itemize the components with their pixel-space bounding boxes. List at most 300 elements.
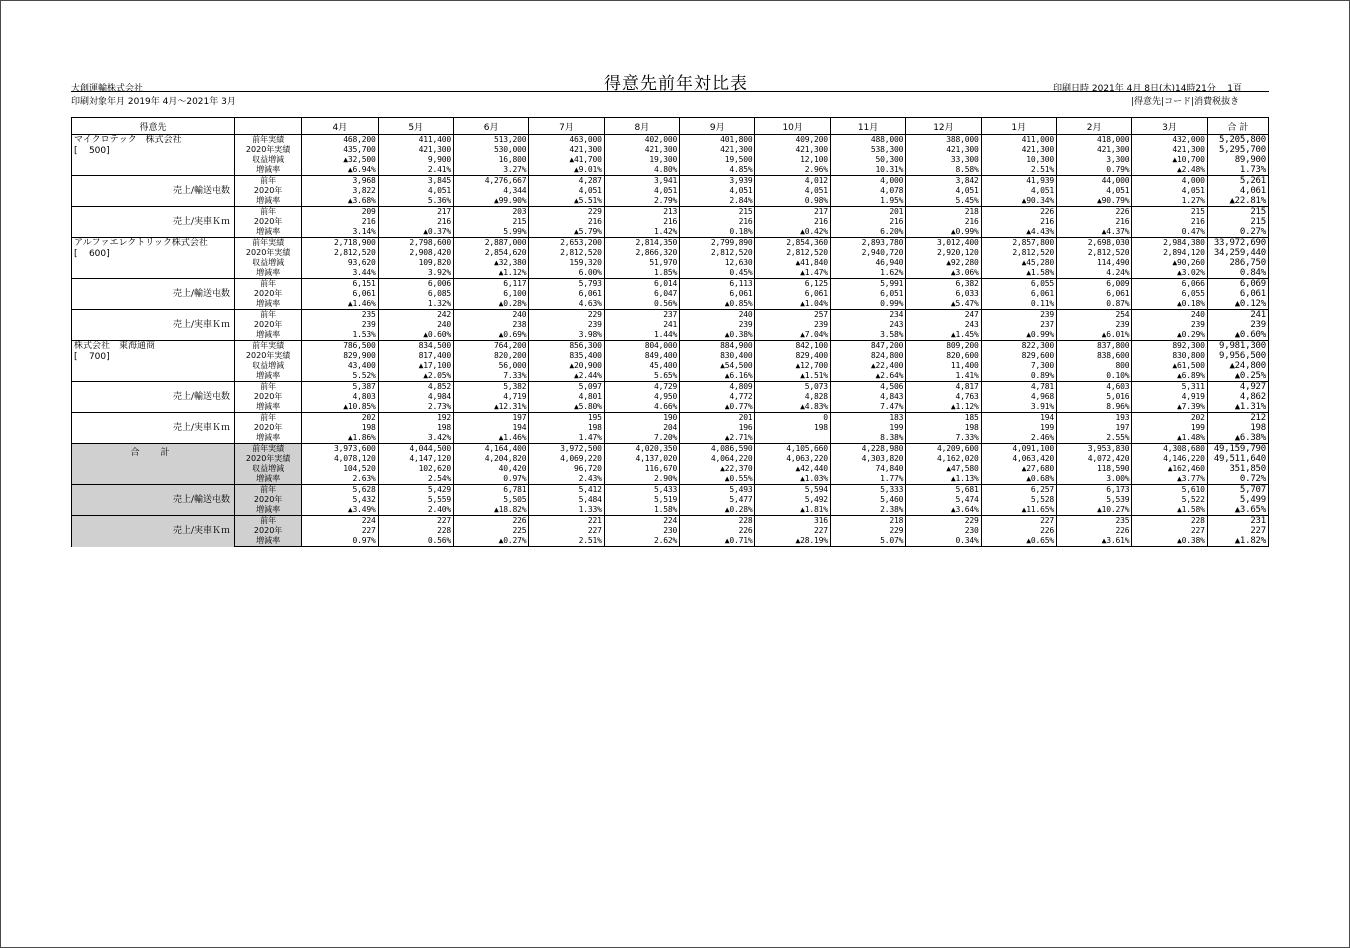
table-row: [72, 382, 1269, 393]
table-row: [72, 423, 1269, 433]
table-row: [72, 248, 1269, 258]
value-cell: ▲92,280: [906, 258, 981, 268]
value-cell: ▲90.79%: [1056, 196, 1131, 207]
value-cell: 830,800: [1132, 351, 1207, 361]
value-cell: 241: [604, 320, 679, 330]
value-cell: 5.65%: [604, 371, 679, 382]
value-cell: 227: [981, 516, 1056, 527]
row-label: 2020年: [234, 392, 301, 402]
value-cell: 3.91%: [981, 402, 1056, 413]
value-cell: 4,801: [529, 392, 604, 402]
value-cell: 6,066: [1132, 279, 1207, 290]
value-cell: 5,528: [981, 495, 1056, 505]
total-cell: 4,061: [1207, 186, 1268, 196]
value-cell: 4,763: [906, 392, 981, 402]
table-row: [72, 217, 1269, 227]
value-cell: 50,300: [830, 155, 905, 165]
table-row: [72, 279, 1269, 290]
value-cell: 0.98%: [755, 196, 830, 207]
value-cell: 837,800: [1056, 341, 1131, 352]
value-cell: ▲3.06%: [906, 268, 981, 279]
value-cell: 240: [680, 310, 755, 321]
value-cell: 2,984,380: [1132, 238, 1207, 249]
value-cell: 804,000: [604, 341, 679, 352]
value-cell: 2,857,800: [981, 238, 1056, 249]
value-cell: 0.99%: [830, 299, 905, 310]
value-cell: 215: [453, 217, 528, 227]
col-header: 8月: [604, 118, 679, 135]
value-cell: ▲3.61%: [1056, 536, 1131, 547]
value-cell: ▲0.18%: [1132, 299, 1207, 310]
row-label: 前年実績: [234, 238, 301, 249]
value-cell: 198: [378, 423, 453, 433]
value-cell: 230: [604, 526, 679, 536]
value-cell: 463,000: [529, 135, 604, 146]
print-period: 印刷対象年月 2019年 4月～2021年 3月: [71, 97, 236, 107]
table-row: [72, 176, 1269, 187]
customer-name: 合 計: [130, 448, 176, 458]
table-row: [72, 361, 1269, 371]
value-cell: 809,200: [906, 341, 981, 352]
value-cell: 7.33%: [453, 371, 528, 382]
value-cell: 2.43%: [529, 474, 604, 485]
value-cell: 6,781: [453, 485, 528, 496]
value-cell: 817,400: [378, 351, 453, 361]
value-cell: 4,843: [830, 392, 905, 402]
value-cell: ▲22,400: [830, 361, 905, 371]
value-cell: ▲2.44%: [529, 371, 604, 382]
total-cell: ▲3.65%: [1207, 505, 1268, 516]
value-cell: 2.54%: [378, 474, 453, 485]
value-cell: 5,097: [529, 382, 604, 393]
value-cell: ▲0.77%: [680, 402, 755, 413]
customer-name: アルファエレクトリック株式会社: [74, 238, 208, 248]
value-cell: ▲6.16%: [680, 371, 755, 382]
value-cell: 3.00%: [1056, 474, 1131, 485]
value-cell: 227: [529, 526, 604, 536]
total-cell: 0.27%: [1207, 227, 1268, 238]
value-cell: 197: [453, 413, 528, 424]
value-cell: 2.73%: [378, 402, 453, 413]
value-cell: 4,147,120: [378, 454, 453, 464]
value-cell: 6,117: [453, 279, 528, 290]
total-cell: 1.73%: [1207, 165, 1268, 176]
value-cell: 7.33%: [906, 433, 981, 444]
value-cell: 4,051: [1056, 186, 1131, 196]
table-row: [72, 186, 1269, 196]
value-cell: ▲1.58%: [1132, 505, 1207, 516]
table-row: [72, 330, 1269, 341]
value-cell: ▲3.68%: [302, 196, 378, 207]
value-cell: 3.14%: [302, 227, 378, 238]
row-label: 前年: [234, 207, 301, 218]
value-cell: ▲90,260: [1132, 258, 1207, 268]
value-cell: 6,100: [453, 289, 528, 299]
value-cell: 316: [755, 516, 830, 527]
total-cell: 239: [1207, 320, 1268, 330]
value-cell: 5.45%: [906, 196, 981, 207]
value-cell: 1.33%: [529, 505, 604, 516]
total-cell: ▲0.60%: [1207, 330, 1268, 341]
row-label: 収益増減: [234, 361, 301, 371]
value-cell: 4,228,980: [830, 444, 905, 455]
value-cell: 5,432: [302, 495, 378, 505]
value-cell: 4,063,420: [981, 454, 1056, 464]
value-cell: 3,968: [302, 176, 378, 187]
total-cell: 0.72%: [1207, 474, 1268, 485]
value-cell: ▲27,680: [981, 464, 1056, 474]
total-cell: 231: [1207, 516, 1268, 527]
table-row: [72, 516, 1269, 527]
value-cell: ▲0.69%: [453, 330, 528, 341]
value-cell: 243: [830, 320, 905, 330]
value-cell: 0.87%: [1056, 299, 1131, 310]
value-cell: 10.31%: [830, 165, 905, 176]
col-header: [234, 118, 301, 135]
row-label: 前年: [234, 310, 301, 321]
value-cell: ▲0.28%: [453, 299, 528, 310]
value-cell: ▲3.49%: [302, 505, 378, 516]
value-cell: 2.40%: [378, 505, 453, 516]
table-row: [72, 433, 1269, 444]
value-cell: ▲1.81%: [755, 505, 830, 516]
value-cell: 226: [680, 526, 755, 536]
value-cell: 4,852: [378, 382, 453, 393]
value-cell: 820,200: [453, 351, 528, 361]
value-cell: 1.77%: [830, 474, 905, 485]
col-header: 5月: [378, 118, 453, 135]
value-cell: 388,000: [906, 135, 981, 146]
col-header: 6月: [453, 118, 528, 135]
value-cell: ▲61,500: [1132, 361, 1207, 371]
table-row: [72, 268, 1269, 279]
customer-name: 株式会社 東海通商: [74, 341, 156, 351]
col-header: 12月: [906, 118, 981, 135]
value-cell: 6,055: [981, 279, 1056, 290]
value-cell: 226: [1056, 207, 1131, 218]
value-cell: 1.47%: [529, 433, 604, 444]
value-cell: 5,505: [453, 495, 528, 505]
table-row: [72, 238, 1269, 249]
value-cell: 6,009: [1056, 279, 1131, 290]
value-cell: 44,000: [1056, 176, 1131, 187]
value-cell: 421,300: [981, 145, 1056, 155]
table-row: [72, 371, 1269, 382]
value-cell: 2.84%: [680, 196, 755, 207]
value-cell: 9,900: [378, 155, 453, 165]
total-cell: ▲0.25%: [1207, 371, 1268, 382]
value-cell: 239: [680, 320, 755, 330]
value-cell: 195: [529, 413, 604, 424]
value-cell: 202: [302, 413, 378, 424]
value-cell: ▲1.86%: [302, 433, 378, 444]
value-cell: 4,919: [1132, 392, 1207, 402]
value-cell: 6,055: [1132, 289, 1207, 299]
value-cell: 4,506: [830, 382, 905, 393]
value-cell: 159,320: [529, 258, 604, 268]
value-cell: 421,300: [529, 145, 604, 155]
value-cell: 183: [830, 413, 905, 424]
value-cell: ▲47,580: [906, 464, 981, 474]
value-cell: 2,920,120: [906, 248, 981, 258]
value-cell: 4,603: [1056, 382, 1131, 393]
table-row: [72, 165, 1269, 176]
value-cell: 227: [302, 526, 378, 536]
value-cell: ▲20,900: [529, 361, 604, 371]
row-label: 増減率: [234, 505, 301, 516]
value-cell: ▲4.83%: [755, 402, 830, 413]
value-cell: 33,300: [906, 155, 981, 165]
value-cell: 6,382: [906, 279, 981, 290]
value-cell: 421,300: [1056, 145, 1131, 155]
value-cell: 6,173: [1056, 485, 1131, 496]
value-cell: 226: [981, 526, 1056, 536]
total-cell: 215: [1207, 217, 1268, 227]
total-cell: 9,981,300: [1207, 341, 1268, 352]
value-cell: 3.98%: [529, 330, 604, 341]
value-cell: 45,400: [604, 361, 679, 371]
value-cell: 4,072,420: [1056, 454, 1131, 464]
total-cell: 5,261: [1207, 176, 1268, 187]
row-label: 2020年: [234, 217, 301, 227]
table-row: [72, 258, 1269, 268]
value-cell: 786,500: [302, 341, 378, 352]
grand-total-label: [72, 444, 235, 485]
value-cell: 1.27%: [1132, 196, 1207, 207]
value-cell: 3,972,500: [529, 444, 604, 455]
value-cell: 4,051: [604, 186, 679, 196]
total-cell: ▲1.31%: [1207, 402, 1268, 413]
table-row: [72, 320, 1269, 330]
value-cell: ▲28.19%: [755, 536, 830, 547]
value-cell: 764,200: [453, 341, 528, 352]
value-cell: ▲1.47%: [755, 268, 830, 279]
value-cell: ▲5.80%: [529, 402, 604, 413]
value-cell: 216: [830, 217, 905, 227]
value-cell: 5.99%: [453, 227, 528, 238]
row-label: 増減率: [234, 433, 301, 444]
value-cell: 4,950: [604, 392, 679, 402]
value-cell: 4,164,400: [453, 444, 528, 455]
value-cell: ▲1.51%: [755, 371, 830, 382]
value-cell: 6,061: [981, 289, 1056, 299]
value-cell: 2,893,780: [830, 238, 905, 249]
value-cell: ▲32,380: [453, 258, 528, 268]
value-cell: 228: [378, 526, 453, 536]
value-cell: 4,209,600: [906, 444, 981, 455]
value-cell: 234: [830, 310, 905, 321]
value-cell: 2,798,600: [378, 238, 453, 249]
value-cell: 4,051: [680, 186, 755, 196]
value-cell: 51,970: [604, 258, 679, 268]
value-cell: ▲7.04%: [755, 330, 830, 341]
total-cell: 6,069: [1207, 279, 1268, 290]
value-cell: 114,490: [1056, 258, 1131, 268]
value-cell: 435,700: [302, 145, 378, 155]
value-cell: 2,812,520: [302, 248, 378, 258]
value-cell: 6,257: [981, 485, 1056, 496]
table-row: [72, 310, 1269, 321]
value-cell: 226: [453, 516, 528, 527]
value-cell: ▲54,500: [680, 361, 755, 371]
value-cell: 204: [604, 423, 679, 433]
value-cell: 2.51%: [981, 165, 1056, 176]
value-cell: 6,061: [302, 289, 378, 299]
value-cell: ▲1.12%: [453, 268, 528, 279]
value-cell: 104,520: [302, 464, 378, 474]
value-cell: 4,803: [302, 392, 378, 402]
table-row: [72, 135, 1269, 146]
value-cell: 0.34%: [906, 536, 981, 547]
value-cell: 3,300: [1056, 155, 1131, 165]
total-cell: 34,259,440: [1207, 248, 1268, 258]
value-cell: 849,400: [604, 351, 679, 361]
col-header: 4月: [302, 118, 378, 135]
report-title: 得意先前年対比表: [604, 74, 748, 94]
value-cell: 240: [378, 320, 453, 330]
value-cell: 2.79%: [604, 196, 679, 207]
value-cell: 0.10%: [1056, 371, 1131, 382]
customer-cell: [72, 135, 235, 176]
value-cell: ▲1.48%: [1132, 433, 1207, 444]
table-row: [72, 402, 1269, 413]
value-cell: 4,809: [680, 382, 755, 393]
value-cell: 411,400: [378, 135, 453, 146]
row-label: 2020年実績: [234, 248, 301, 258]
row-label: 前年: [234, 413, 301, 424]
value-cell: 4.24%: [1056, 268, 1131, 279]
value-cell: ▲1.46%: [302, 299, 378, 310]
value-cell: ▲4.43%: [981, 227, 1056, 238]
value-cell: 2.46%: [981, 433, 1056, 444]
customer-cell: [72, 341, 235, 382]
value-cell: 2,812,520: [981, 248, 1056, 258]
value-cell: 4,063,220: [755, 454, 830, 464]
value-cell: 216: [906, 217, 981, 227]
total-cell: 241: [1207, 310, 1268, 321]
value-cell: 41,939: [981, 176, 1056, 187]
table-row: [72, 495, 1269, 505]
value-cell: 2,814,350: [604, 238, 679, 249]
value-cell: ▲0.68%: [981, 474, 1056, 485]
value-cell: ▲3.02%: [1132, 268, 1207, 279]
row-label: 増減率: [234, 299, 301, 310]
value-cell: 4,817: [906, 382, 981, 393]
value-cell: 4,137,020: [604, 454, 679, 464]
value-cell: 185: [906, 413, 981, 424]
value-cell: 800: [1056, 361, 1131, 371]
value-cell: ▲42,440: [755, 464, 830, 474]
value-cell: 6,061: [755, 289, 830, 299]
value-cell: [755, 433, 830, 444]
value-cell: 46,940: [830, 258, 905, 268]
value-cell: 829,900: [302, 351, 378, 361]
value-cell: 5.36%: [378, 196, 453, 207]
value-cell: 6.00%: [529, 268, 604, 279]
value-cell: ▲11.65%: [981, 505, 1056, 516]
value-cell: 2,908,420: [378, 248, 453, 258]
value-cell: ▲0.37%: [378, 227, 453, 238]
value-cell: 513,200: [453, 135, 528, 146]
value-cell: 216: [981, 217, 1056, 227]
value-cell: 4,772: [680, 392, 755, 402]
value-cell: 239: [1056, 320, 1131, 330]
value-cell: ▲90.34%: [981, 196, 1056, 207]
col-header: 1月: [981, 118, 1056, 135]
value-cell: ▲5.47%: [906, 299, 981, 310]
value-cell: 409,200: [755, 135, 830, 146]
value-cell: 842,100: [755, 341, 830, 352]
row-label: 2020年: [234, 320, 301, 330]
value-cell: 5,073: [755, 382, 830, 393]
value-cell: 401,800: [680, 135, 755, 146]
value-cell: 0: [755, 413, 830, 424]
value-cell: 884,900: [680, 341, 755, 352]
value-cell: 838,600: [1056, 351, 1131, 361]
total-cell: 198: [1207, 423, 1268, 433]
col-header: 3月: [1132, 118, 1207, 135]
value-cell: 216: [604, 217, 679, 227]
value-cell: 5.52%: [302, 371, 378, 382]
section-title: 売上/実車Ｋｍ: [72, 516, 235, 547]
value-cell: 5,016: [1056, 392, 1131, 402]
row-label: 前年実績: [234, 135, 301, 146]
row-label: 収益増減: [234, 258, 301, 268]
value-cell: 242: [378, 310, 453, 321]
value-cell: ▲1.03%: [755, 474, 830, 485]
row-label: 2020年: [234, 495, 301, 505]
value-cell: ▲41,700: [529, 155, 604, 165]
row-label: 増減率: [234, 196, 301, 207]
value-cell: 197: [1056, 423, 1131, 433]
value-cell: 239: [755, 320, 830, 330]
table-row: [72, 505, 1269, 516]
table-row: [72, 299, 1269, 310]
total-cell: 5,205,800: [1207, 135, 1268, 146]
value-cell: 2,653,200: [529, 238, 604, 249]
value-cell: 1.95%: [830, 196, 905, 207]
value-cell: ▲99.90%: [453, 196, 528, 207]
row-label: 前年実績: [234, 444, 301, 455]
value-cell: 201: [680, 413, 755, 424]
row-label: 増減率: [234, 165, 301, 176]
value-cell: 198: [529, 423, 604, 433]
value-cell: 216: [529, 217, 604, 227]
value-cell: 218: [906, 207, 981, 218]
col-header: 9月: [680, 118, 755, 135]
value-cell: 0.97%: [302, 536, 378, 547]
value-cell: 199: [1132, 423, 1207, 433]
header-row: [72, 118, 1269, 135]
value-cell: 4,064,220: [680, 454, 755, 464]
total-cell: 89,900: [1207, 155, 1268, 165]
value-cell: 12,630: [680, 258, 755, 268]
value-cell: ▲0.38%: [1132, 536, 1207, 547]
table-row: [72, 155, 1269, 165]
value-cell: 19,500: [680, 155, 755, 165]
value-cell: 4,308,680: [1132, 444, 1207, 455]
value-cell: 834,500: [378, 341, 453, 352]
value-cell: 1.62%: [830, 268, 905, 279]
value-cell: 5,387: [302, 382, 378, 393]
table-row: [72, 526, 1269, 536]
value-cell: 225: [453, 526, 528, 536]
col-header: 得意先: [72, 118, 235, 135]
value-cell: 4,344: [453, 186, 528, 196]
value-cell: 2,940,720: [830, 248, 905, 258]
value-cell: 3,941: [604, 176, 679, 187]
col-header: 2月: [1056, 118, 1131, 135]
